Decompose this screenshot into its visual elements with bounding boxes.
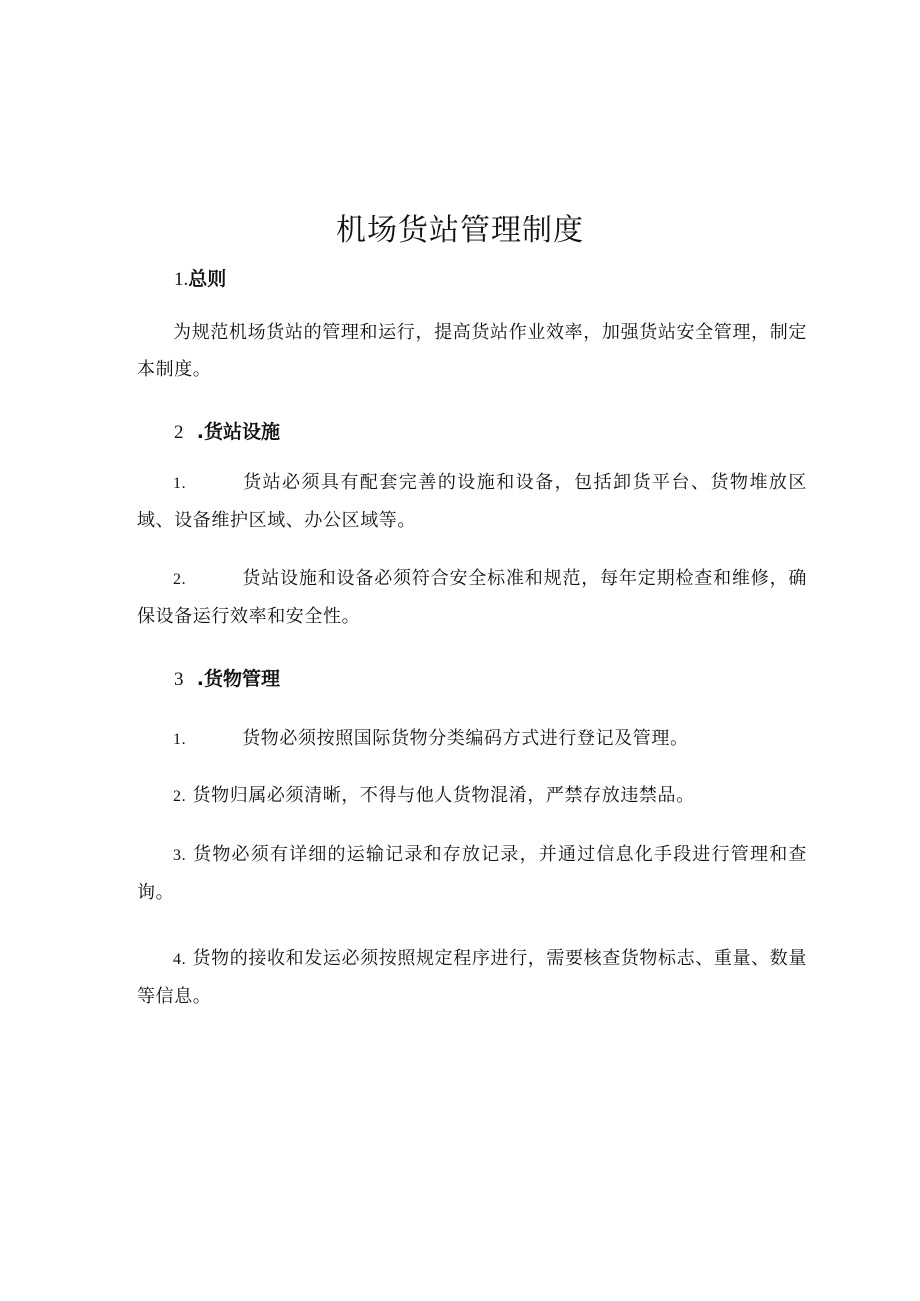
section-heading-cargo: [174, 665, 280, 694]
item-text: 货物必须有详细的运输记录和存放记录，并通过信息化手段进行管理和查询。: [137, 844, 808, 903]
section-number: 3: [174, 669, 184, 690]
item-text: 货物必须按照国际货物分类编码方式进行登记及管理。: [242, 728, 689, 749]
item-number: 1.: [173, 731, 187, 748]
item-number: 1.: [173, 475, 187, 492]
item-number: 2.: [173, 788, 187, 805]
list-item-cargo-4: [137, 940, 807, 1015]
section-title: .货站设施: [196, 421, 280, 443]
item-number: 2.: [173, 571, 187, 588]
section-number: 1.: [174, 269, 189, 290]
item-text: 货物的接收和发运必须按照规定程序进行，需要核查货物标志、重量、数量等信息。: [137, 948, 807, 1007]
paragraph-text: 为规范机场货站的管理和运行，提高货站作业效率，加强货站安全管理，制定本制度。: [137, 322, 807, 380]
document-title: 机场货站管理制度: [336, 213, 584, 248]
list-item-cargo-3: [137, 836, 807, 911]
section-heading-general: [174, 265, 226, 294]
section-title: .货物管理: [196, 668, 280, 690]
item-text: 货站设施和设备必须符合安全标准和规范，每年定期检查和维修，确保设备运行效率和安全性。: [137, 568, 807, 627]
paragraph-general: [137, 314, 807, 388]
item-text: 货站必须具有配套完善的设施和设备，包括卸货平台、货物堆放区域、设备维护区域、办公区域等。: [137, 472, 807, 531]
item-number: 3.: [173, 847, 187, 864]
section-title: 总则: [188, 268, 227, 290]
section-number: 2: [174, 422, 184, 443]
list-item-cargo-1: [137, 720, 807, 758]
list-item-cargo-2: [137, 777, 807, 815]
item-text: 货物归属必须清晰，不得与他人货物混淆，严禁存放违禁品。: [192, 785, 695, 806]
list-item-facilities-2: [137, 560, 807, 635]
item-number: 4.: [173, 951, 187, 968]
section-heading-facilities: [174, 418, 280, 447]
list-item-facilities-1: [137, 464, 807, 539]
